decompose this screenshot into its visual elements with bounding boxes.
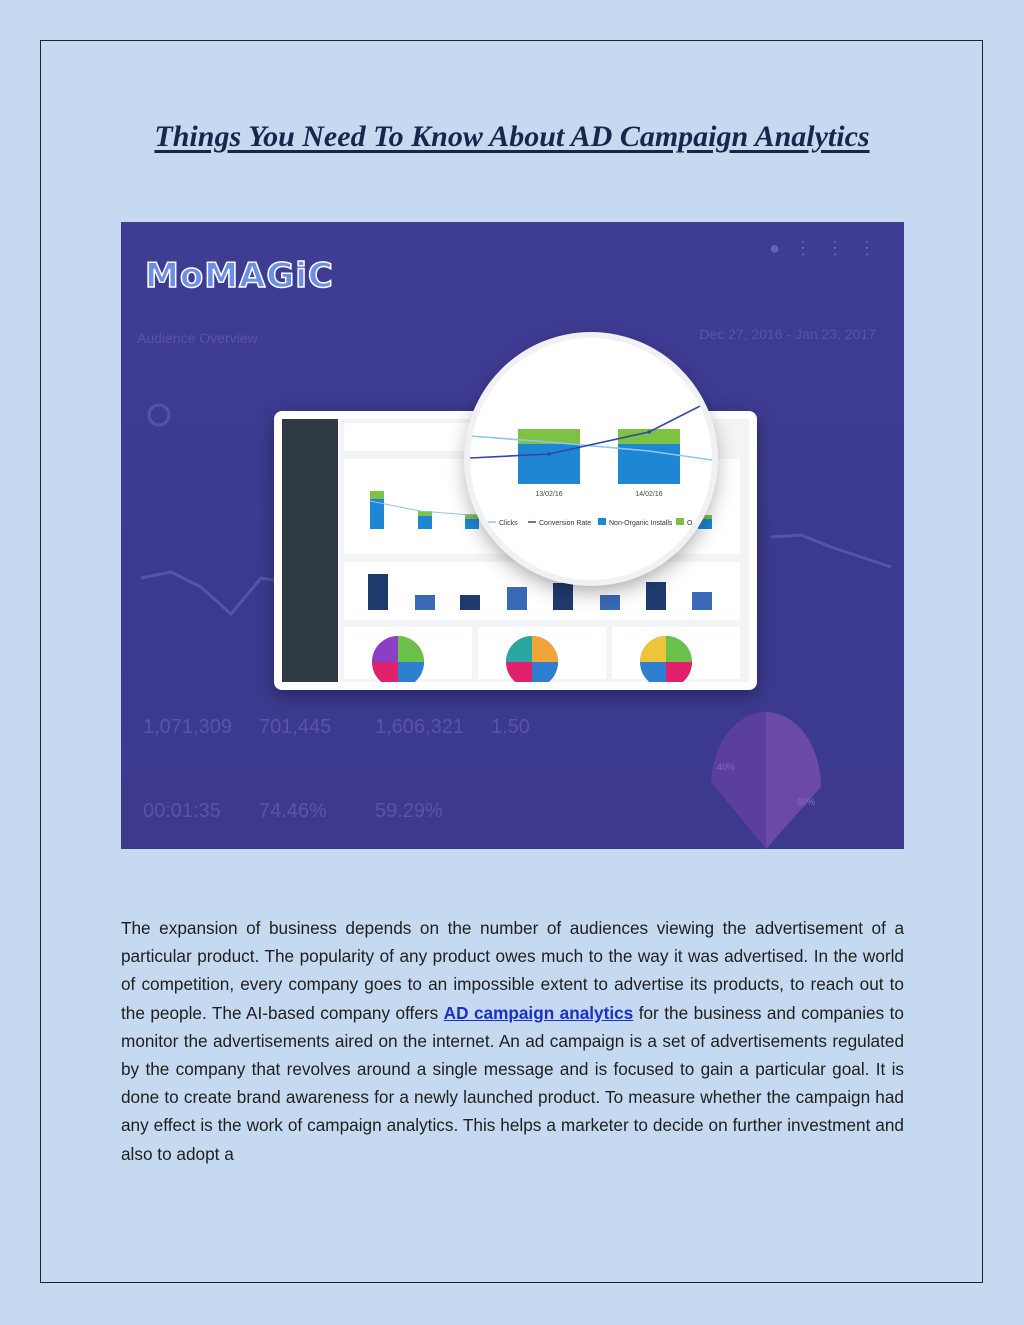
legend-swatch-4	[676, 518, 684, 525]
paragraph-part-1: The expansion of business depends on the number of audiences viewing the advertisement of a particular product. The popularity of any product owes much to the way it was advertised. In the world of competition, every company goes to an impossible extent to advertise its products, to reach out to the people. The AI-based company offers	[121, 918, 904, 1023]
bg-date-range: Dec 27, 2016 - Jan 23, 2017	[699, 326, 876, 342]
hero-image	[121, 222, 904, 849]
magnified-bar-chart	[470, 338, 712, 580]
bg-pie-label-2: 60%	[797, 797, 816, 807]
momagic-logo: MoMAGiC	[145, 256, 334, 296]
bg-heading: Audience Overview	[137, 330, 258, 346]
legend-label-3: Non-Organic Installs	[609, 520, 673, 527]
conversion-point-2	[647, 430, 651, 434]
bg-pie-label-1: 40%	[717, 762, 736, 772]
more-icon: ⋮	[858, 238, 890, 258]
legend-label-4: O	[687, 520, 693, 527]
magnifier-lens	[470, 338, 712, 580]
paragraph-part-2: for the business and companies to monitor the advertisements aired on the internet. An ad campaign is a set of advertisements regulated by the company that revolves around a single message and is focused to gain a particular goal. It is done to create brand awareness for a newly launched product. To measure whether the campaign had any effect is the work of campaign analytics. This helps a marketer to decide on further investment and also to adopt a	[121, 1002, 904, 1164]
bg-stat-7: 59.29%	[375, 800, 443, 822]
body-paragraph	[121, 914, 904, 1168]
bg-stat-4: 1.50	[491, 716, 530, 738]
bg-stat-3: 1,606,321	[375, 716, 464, 738]
document-title: Things You Need To Know About AD Campaign Analytics	[154, 120, 870, 153]
dashboard-sidebar	[282, 419, 338, 682]
bar-non-organic-installs-2	[618, 444, 680, 484]
grid-icon: ⋮⋮	[794, 238, 858, 258]
legend-label-1: Clicks	[499, 520, 518, 527]
legend-label-2: Conversion Rate	[539, 520, 592, 527]
bg-stat-6: 74.46%	[259, 800, 327, 822]
ad-campaign-analytics-link[interactable]: AD campaign analytics	[443, 1002, 634, 1023]
x-tick-label-2: 14/02/16	[635, 491, 663, 498]
legend-swatch-3	[598, 518, 606, 525]
notification-icon: ●	[769, 238, 794, 258]
bg-stat-1: 1,071,309	[143, 716, 232, 738]
conversion-point-1	[547, 452, 551, 456]
bg-stat-2: 701,445	[259, 716, 332, 738]
bg-stat-5: 00:01:35	[143, 800, 221, 822]
x-tick-label-1: 13/02/16	[535, 491, 563, 498]
